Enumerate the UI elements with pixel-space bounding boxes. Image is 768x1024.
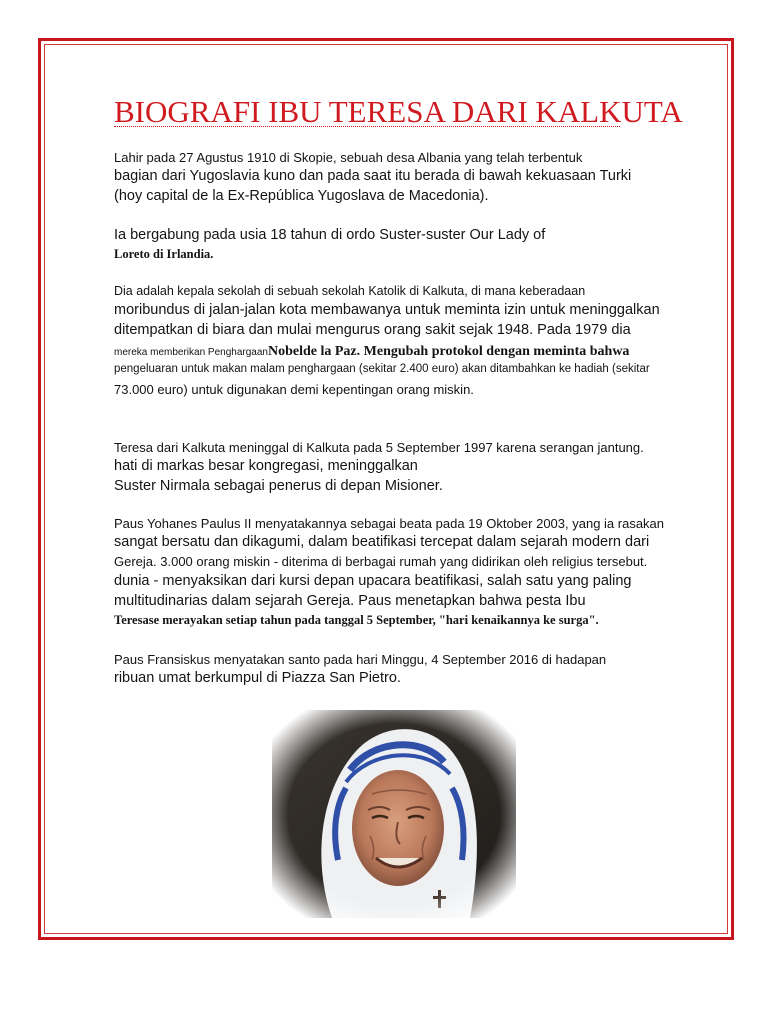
- p5-line-3: Gereja. 3.000 orang miskin - diterima di berbagai rumah yang didirikan oleh religius tersebut.: [114, 554, 648, 569]
- p3-line-6: 73.000 euro) untuk digunakan demi kepentingan orang miskin.: [114, 382, 474, 397]
- p5-line-1: Paus Yohanes Paulus II menyatakannya sebagai beata pada 19 Oktober 2003, yang ia rasakan: [114, 516, 665, 531]
- p5-line-5: multitudinarias dalam sejarah Gereja. Paus menetapkan bahwa pesta Ibu: [114, 593, 586, 609]
- p4-line-2: hati di markas besar kongregasi, meninggalkan: [114, 458, 418, 474]
- portrait-illustration: [272, 710, 516, 918]
- p3-line-2: moribundus di jalan-jalan kota membawanya untuk meminta izin untuk meninggalkan: [114, 302, 660, 318]
- p4-line-3: Suster Nirmala sebagai penerus di depan Misioner.: [114, 478, 443, 494]
- p1-line-3: (hoy capital de la Ex-República Yugoslava de Macedonia).: [114, 188, 489, 204]
- p4-line-1: Teresa dari Kalkuta meninggal di Kalkuta pada 5 September 1997 karena serangan jantung.: [114, 440, 644, 455]
- p5-line-2: sangat bersatu dan dikagumi, dalam beatifikasi tercepat dalam sejarah modern dari: [114, 534, 650, 550]
- p1-line-2: bagian dari Yugoslavia kuno dan pada saat itu berada di bawah kekuasaan Turki: [114, 168, 632, 184]
- p3-line-5: pengeluaran untuk makan malam penghargaan (sekitar 2.400 euro) akan ditambahkan ke hadiah (sekitar: [114, 363, 650, 375]
- p3-line-1: Dia adalah kepala sekolah di sebuah sekolah Katolik di Kalkuta, di mana keberadaan: [114, 284, 586, 298]
- p3-line-4: [114, 342, 629, 360]
- nobel-phrase: Nobelde la Paz. Mengubah protokol dengan meminta bahwa: [267, 344, 630, 359]
- portrait-photo: [272, 710, 516, 918]
- p2-line-2: Loreto di Irlandia.: [114, 247, 214, 261]
- page-title: BIOGRAFI IBU TERESA DARI KALKUTA: [114, 94, 683, 129]
- p3-line-3: ditempatkan di biara dan mulai mengurus orang sakit sejak 1948. Pada 1979 dia: [114, 322, 631, 338]
- p6-line-2: ribuan umat berkumpul di Piazza San Pietro.: [114, 670, 401, 686]
- p3-line-4-small: mereka memberikan Penghargaan: [114, 347, 268, 358]
- title-underline: [114, 126, 620, 127]
- p1-line-1: Lahir pada 27 Agustus 1910 di Skopie, sebuah desa Albania yang telah terbentuk: [114, 150, 583, 165]
- p6-line-1: Paus Fransiskus menyatakan santo pada hari Minggu, 4 September 2016 di hadapan: [114, 652, 607, 667]
- p5-line-4: dunia - menyaksikan dari kursi depan upacara beatifikasi, salah satu yang paling: [114, 573, 632, 589]
- p2-line-1: Ia bergabung pada usia 18 tahun di ordo Suster-suster Our Lady of: [114, 227, 546, 243]
- p5-line-6: Teresase merayakan setiap tahun pada tanggal 5 September, "hari kenaikannya ke surga".: [114, 613, 599, 627]
